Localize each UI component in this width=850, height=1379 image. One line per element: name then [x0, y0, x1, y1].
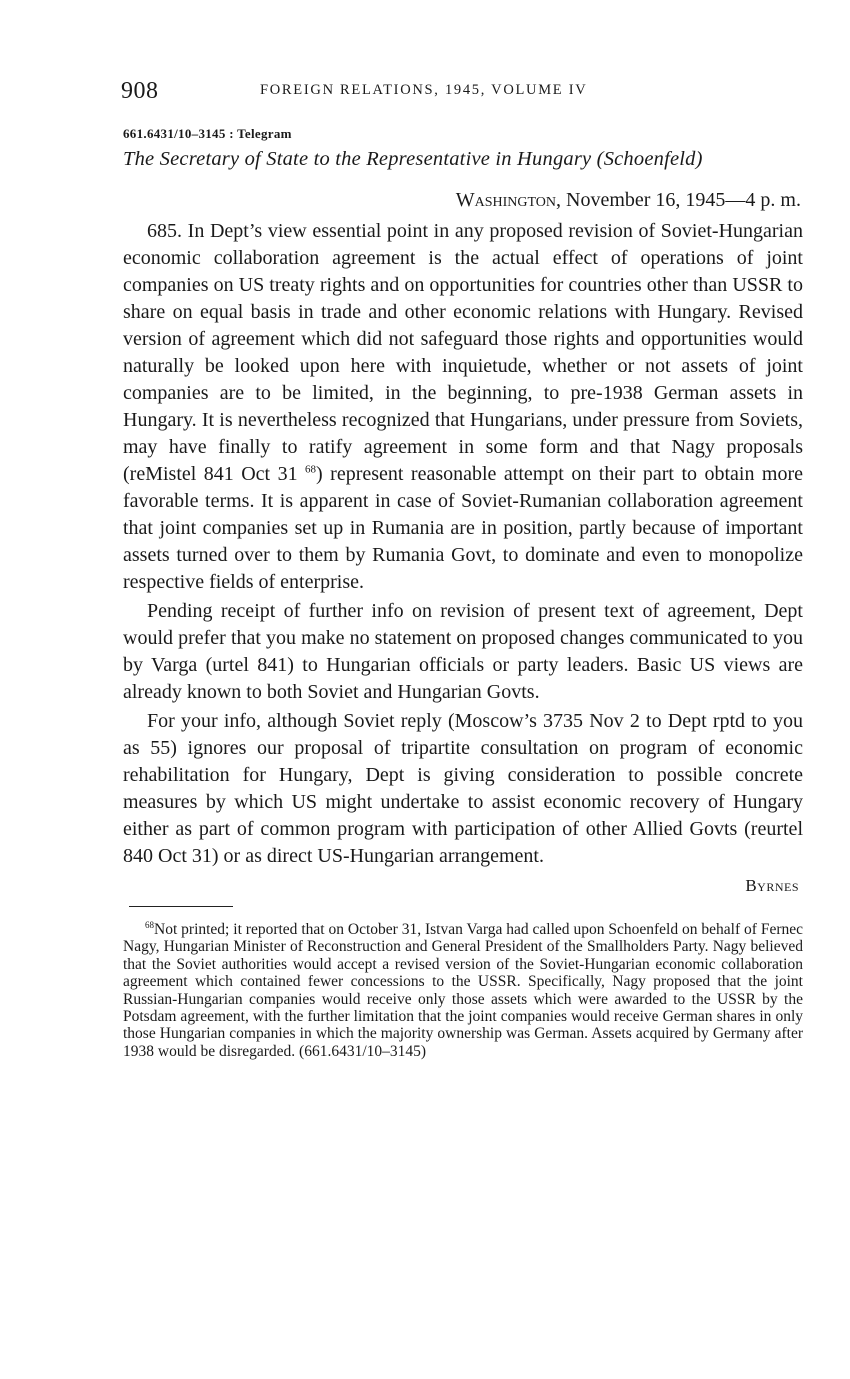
- footnote-text: Not printed; it reported that on October 31, Istvan Varga had called upon Schoenfeld on behalf of Fernec Nagy, Hungarian Minister of Reconstruction and General President of the Smallholders Party. Nagy believed that the Soviet authorities would accept a revised version of the Soviet-Hungarian economic collaboration agreement which contained fewer concessions to the USSR. Specifically, Nagy proposed that the joint Russian-Hungarian companies would receive only those assets which were awarded to the USSR by the Potsdam agreement, with the further limitation that the joint companies would receive German shares in only those Hungarian companies in which the majority ownership was German. Assets acquired by Germany after 1938 would be disregarded. (661.6431/10–3145): [123, 921, 803, 1060]
- document-page: [123, 72, 803, 1060]
- footnote-divider: [129, 906, 233, 907]
- dateline-place: Washington: [455, 189, 557, 211]
- document-title: The Secretary of State to the Representative in Hungary (Schoenfeld): [123, 148, 703, 170]
- footnote-reference: 68: [305, 463, 317, 476]
- telegram-body: [123, 218, 803, 870]
- footnote: [123, 921, 803, 1060]
- running-header: [123, 72, 803, 112]
- dateline-date: , November 16, 1945—4 p. m.: [556, 189, 801, 211]
- footnote-number: 68: [145, 919, 154, 930]
- paragraph-1-text-a: 685. In Dept’s view essential point in any proposed revision of Soviet-Hungarian economic collaboration agreement is the actual effect of operations of joint companies on US treaty rights and on opportunities for countries other than USSR to share on equal basis in trade and other economic relations with Hungary. Revised version of agreement which did not safeguard those rights and opportunities would naturally be looked upon here with inquietude, whether or not assets of joint companies are to be limited, in the beginning, to pre-1938 German assets in Hungary. It is nevertheless recognized that Hungarians, under pressure from Soviets, may have finally to ratify agreement in some form and that Nagy proposals (reMistel 841 Oct 31: [123, 220, 803, 485]
- paragraph-1-text-b: ) represent reasonable attempt on their part to obtain more favorable terms. It is apparent in case of Soviet-Rumanian collaboration agreement that joint companies set up in Rumania are in position, partly because of important assets turned over to them by Rumania Govt, to dominate and even to monopolize respective fields of enterprise.: [123, 463, 804, 593]
- running-title: FOREIGN RELATIONS, 1945, VOLUME IV: [260, 82, 588, 98]
- paragraph-3: For your info, although Soviet reply (Moscow’s 3735 Nov 2 to Dept rptd to you as 55) ignores our proposal of tripartite consultation on program of economic rehabilitation for Hungary, Dept is giving consideration to possible concrete measures by which US might undertake to assist economic recovery of Hungary either as part of common program with participation of other Allied Govts (reurtel 840 Oct 31) or as direct US-Hungarian arrangement.: [123, 710, 803, 867]
- file-reference: 661.6431/10–3145 : Telegram: [123, 126, 292, 141]
- paragraph-2: Pending receipt of further info on revision of present text of agreement, Dept would prefer that you make no statement on proposed changes communicated to you by Varga (urtel 841) to Hungarian officials or party leaders. Basic US views are already known to both Soviet and Hungarian Govts.: [123, 600, 803, 703]
- page-number: 908: [121, 78, 159, 104]
- paragraph-1: [123, 218, 803, 596]
- signature: Byrnes: [745, 876, 799, 895]
- dateline: [123, 189, 803, 212]
